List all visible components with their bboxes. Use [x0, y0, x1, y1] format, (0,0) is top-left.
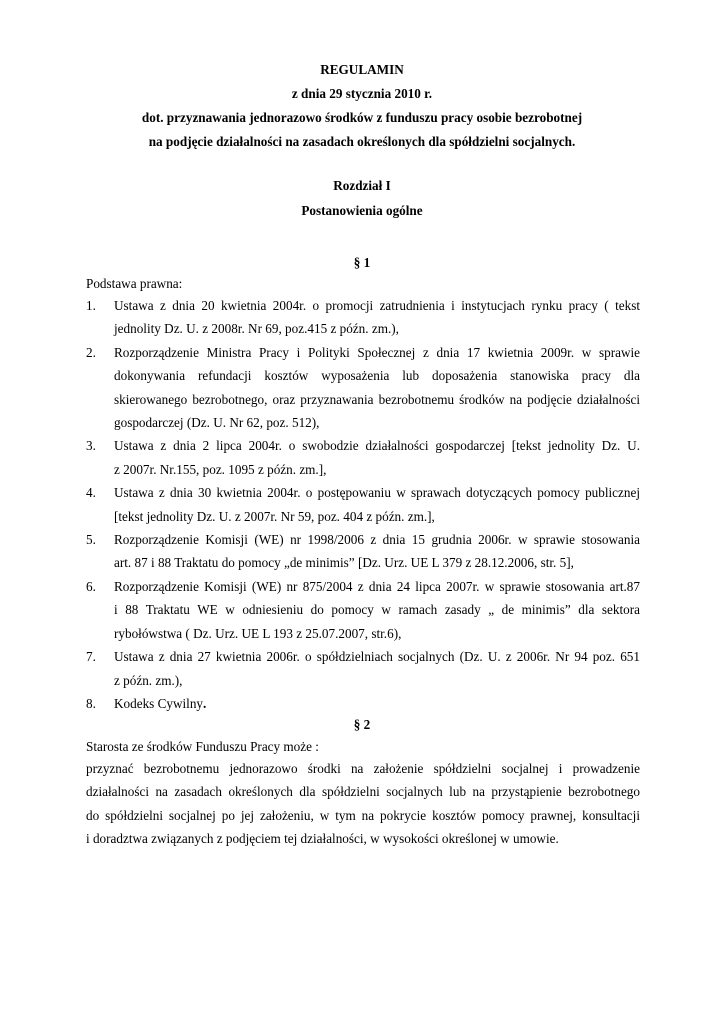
- section-1-mark: § 1: [353, 255, 371, 270]
- list-item-line: Ustawa z dnia 20 kwietnia 2004r. o promocji zatrudnienia i instytucjach rynku pracy ( tekst: [114, 298, 640, 313]
- list-item-line: i 88 Traktatu WE w odniesieniu do pomocy w ramach zasady „ de minimis” dla sektora: [114, 602, 640, 618]
- list-item-line: Rozporządzenie Komisji (WE) nr 875/2004 z dnia 24 lipca 2007r. w sprawie stosowania art.87: [114, 578, 640, 594]
- civil-code-name: Kodeks Cywilny: [114, 695, 204, 711]
- list-item-line: Ustawa z dnia 27 kwietnia 2006r. o spółdzielniach socjalnych (Dz. U. z 2006r. Nr 94 poz. 651: [114, 649, 640, 665]
- list-item: [86, 481, 640, 528]
- section-2-intro: Starosta ze środków Funduszu Pracy może :: [86, 739, 319, 754]
- document-date: z dnia 29 stycznia 2010 r.: [291, 86, 433, 101]
- list-item-line: Ustawa z dnia 2 lipca 2004r. o swobodzie działalności gospodarczej [tekst jednolity Dz. U.: [114, 438, 640, 454]
- document-title: REGULAMIN: [320, 62, 404, 77]
- list-item: [86, 575, 640, 645]
- list-item-line: Rozporządzenie Komisji (WE) nr 1998/2006 z dnia 15 grudnia 2006r. w sprawie stosowania: [114, 532, 640, 548]
- list-item-line: art. 87 i 88 Traktatu do pomocy „de minimis” [Dz. Urz. UE L 379 z 28.12.2006, str. 5],: [114, 555, 574, 571]
- paragraph-line: do spółdzielni socjalnej po jej założeniu, w tym na pokrycie kosztów pomocy prawnej, konsultacji: [86, 807, 640, 823]
- list-item: [86, 294, 640, 341]
- section-2-paragraph: [86, 757, 640, 851]
- list-item-number: 6.: [86, 578, 96, 594]
- list-item-line: skierowanego bezrobotnego, oraz przyznawania bezrobotnemu środków na podjęcie działalności: [114, 391, 640, 407]
- list-item-line: z późn. zm.),: [114, 672, 183, 688]
- list-item-line: [114, 692, 640, 715]
- list-item: [86, 434, 640, 481]
- chapter-title: Rozdział I: [333, 178, 391, 193]
- chapter-subtitle: Postanowienia ogólne: [301, 203, 423, 218]
- legal-basis-intro: Podstawa prawna:: [86, 276, 183, 291]
- paragraph-line: przyznać bezrobotnemu jednorazowo środki na założenie spółdzielni socjalnej i prowadzenie: [86, 761, 640, 776]
- list-item-line: [tekst jednolity Dz. U. z 2007r. Nr 59, poz. 404 z późn. zm.],: [114, 508, 435, 524]
- section-2-mark: § 2: [353, 717, 371, 732]
- paragraph-line: i doradztwa związanych z podjęciem tej działalności, w wysokości określonej w umowie.: [86, 831, 559, 847]
- list-item-number: 8.: [86, 695, 96, 711]
- list-item-line: Ustawa z dnia 30 kwietnia 2004r. o postępowaniu w sprawach dotyczących pomocy publicznej: [114, 485, 640, 501]
- list-item: [86, 528, 640, 575]
- document-subject-line-2: na podjęcie działalności na zasadach określonych dla spółdzielni socjalnych.: [148, 134, 576, 149]
- paragraph-line: działalności na zasadach określonych dla spółdzielni socjalnych lub na przystąpienie bezrobotnego: [86, 784, 640, 800]
- list-item-number: 5.: [86, 532, 96, 548]
- list-item-line: z 2007r. Nr.155, poz. 1095 z późn. zm.],: [114, 461, 327, 477]
- list-item-line: dokonywania refundacji kosztów wyposażenia lub doposażenia stanowiska pracy dla: [114, 368, 640, 384]
- list-item-number: 7.: [86, 649, 96, 665]
- list-item-line: rybołówstwa ( Dz. Urz. UE L 193 z 25.07.2007, str.6),: [114, 625, 402, 641]
- list-item-line: gospodarczej (Dz. U. Nr 62, poz. 512),: [114, 415, 320, 431]
- list-item-line: Rozporządzenie Ministra Pracy i Polityki Społecznej z dnia 17 kwietnia 2009r. w sprawie: [114, 344, 640, 360]
- list-item-number: 2.: [86, 344, 96, 360]
- civil-code-period: .: [203, 695, 207, 711]
- list-item-number: 3.: [86, 438, 96, 454]
- list-item-number: 1.: [86, 298, 96, 313]
- document-subject-line-1: dot. przyznawania jednorazowo środków z funduszu pracy osobie bezrobotnej: [141, 110, 583, 125]
- list-item: [86, 341, 640, 435]
- legal-basis-list: [86, 294, 640, 715]
- list-item: [86, 645, 640, 692]
- list-item: [86, 692, 640, 715]
- list-item-line: jednolity Dz. U. z 2008r. Nr 69, poz.415 z późn. zm.),: [114, 321, 399, 337]
- list-item-number: 4.: [86, 485, 96, 501]
